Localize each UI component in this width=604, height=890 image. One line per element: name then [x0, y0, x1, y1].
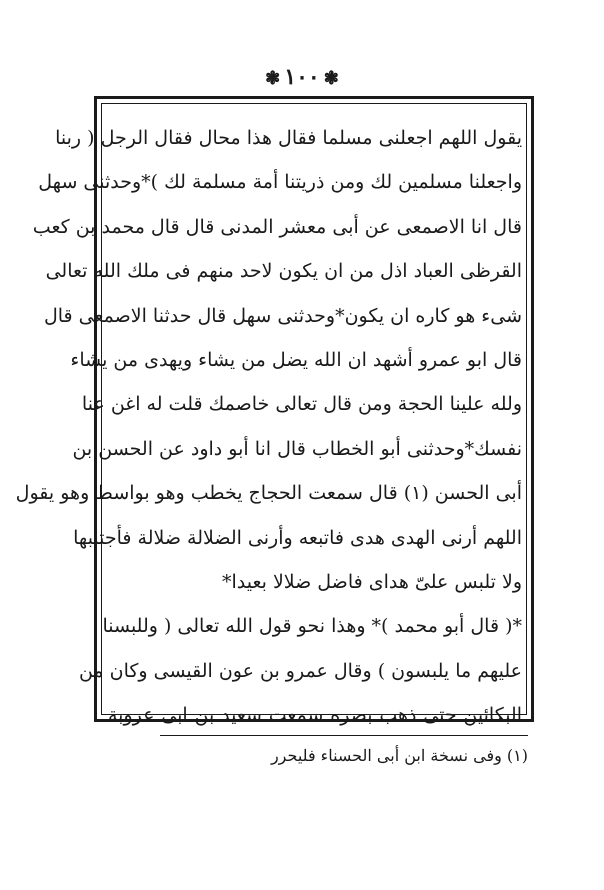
text-line: ولله علينا الحجة ومن قال تعالى خاصمك قلت له اغن عنا	[81, 393, 522, 416]
main-text	[15, 116, 522, 737]
text-line: القرظى العباد اذل من ان يكون لاحد منهم فى ملك الله تعالى	[45, 260, 522, 283]
page-number	[0, 64, 604, 90]
text-line: يقول اللهم اجعلنى مسلما فقال هذا محال فقال الرجل ( ربنا	[55, 127, 522, 149]
text-line: البكائين حتى ذهب بصره سمعت سعيد بن ابى عروبة	[108, 704, 522, 727]
page-number-text: ١٠٠	[284, 64, 320, 90]
text-line: شىء هو كاره ان يكون*وحدثنى سهل قال حدثنا الاصمعى قال	[43, 304, 522, 327]
text-line: ولا تلبس علىّ هداى فاضل ضلالا بعيدا*	[221, 570, 522, 593]
text-line: واجعلنا مسلمين لك ومن ذريتنا أمة مسلمة لك )*وحدثنى سهل	[38, 171, 522, 194]
text-line: قال انا الاصمعى عن أبى معشر المدنى قال قال محمد بن كعب	[32, 215, 522, 238]
text-line: عليهم ما يلبسون ) وقال عمرو بن عون القيسى وكان من	[78, 659, 522, 682]
text-line: أبى الحسن (١) قال سمعت الحجاج يخطب وهو بواسط وهو يقول	[15, 482, 522, 505]
footnote: (١) وفى نسخة ابن أبى الحسناء فليحرر	[270, 746, 528, 765]
ornament-right-icon: ❃	[323, 68, 339, 89]
footnote-divider	[160, 735, 528, 736]
text-line: *( قال أبو محمد )* وهذا نحو قول الله تعالى ( وللبسنا	[102, 615, 522, 638]
text-line: نفسك*وحدثنى أبو الخطاب قال انا أبو داود عن الحسن بن	[72, 437, 522, 460]
ornament-left-icon: ❃	[265, 68, 281, 89]
text-line: اللهم أرنى الهدى هدى فاتبعه وأرنى الضلالة ضلالة فأجتنبها	[73, 526, 522, 549]
text-line: قال ابو عمرو أشهد ان الله يضل من يشاء ويهدى من يشاء	[70, 348, 522, 371]
